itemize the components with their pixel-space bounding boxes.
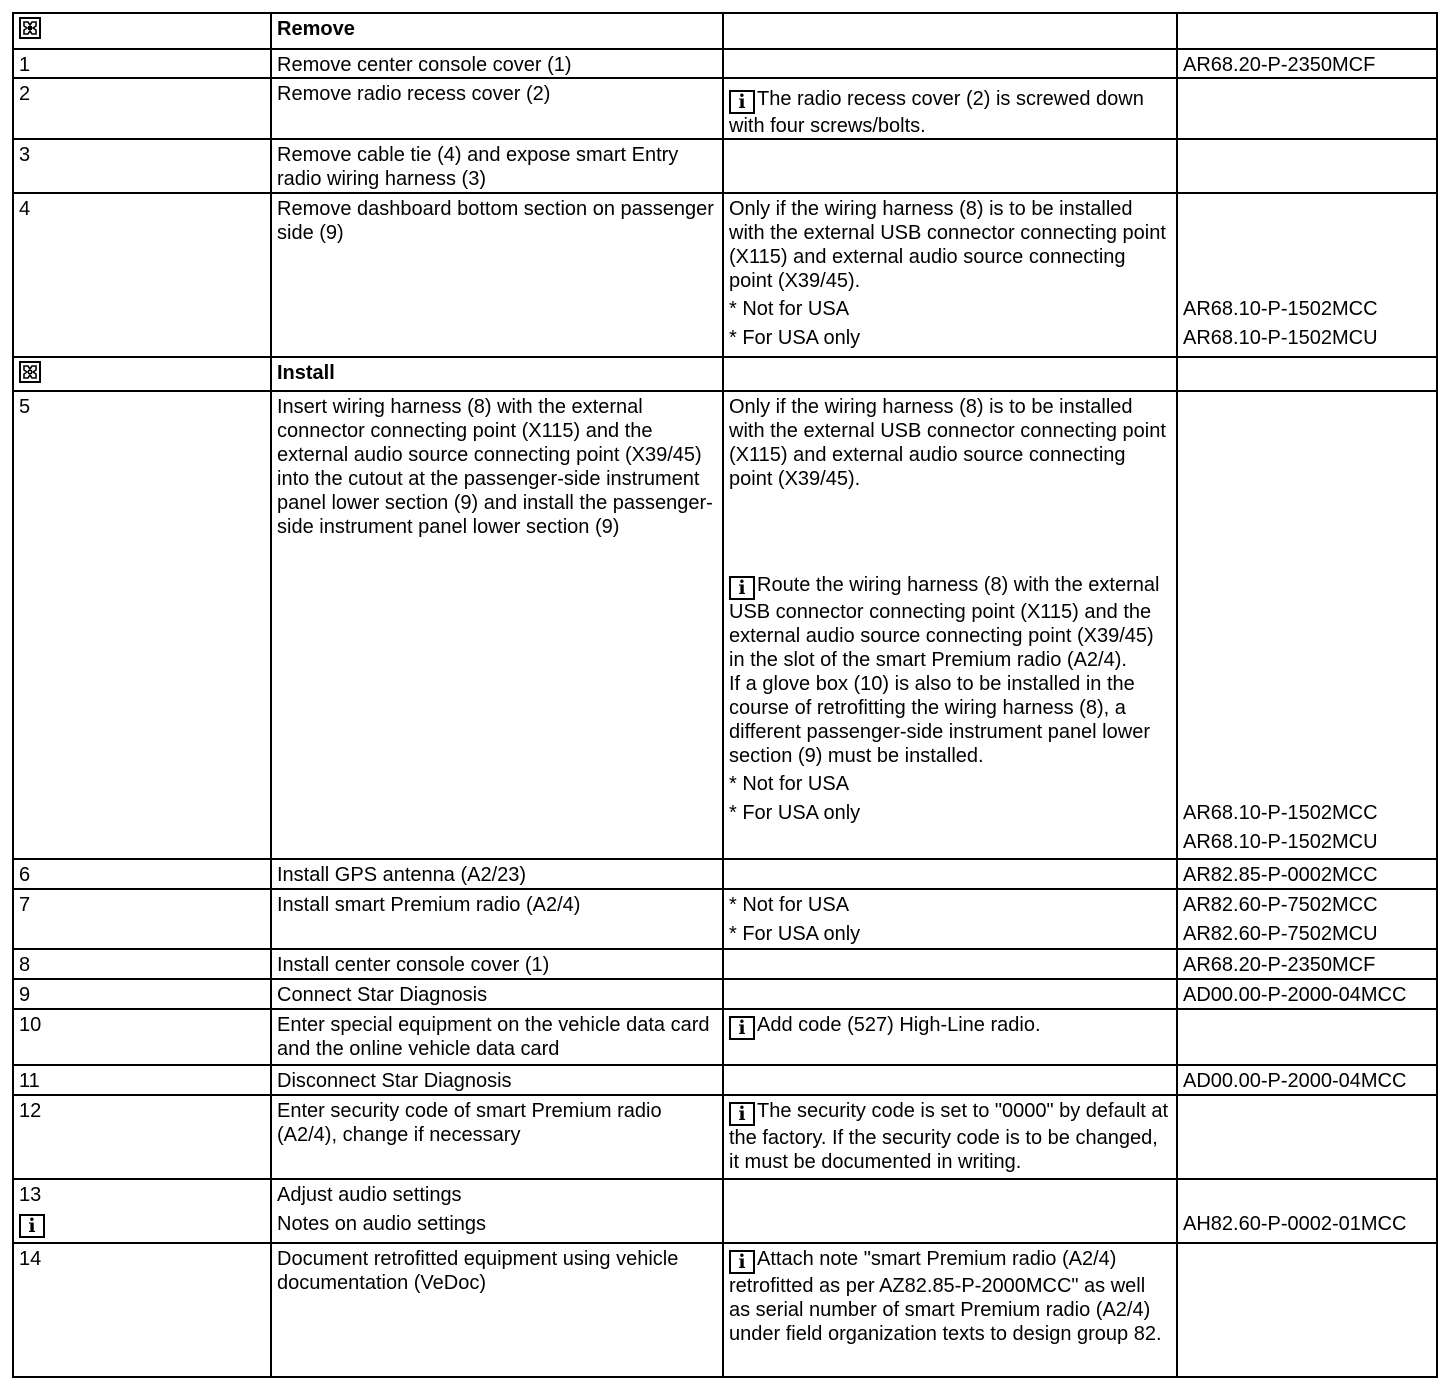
step-note — [723, 889, 1177, 949]
step-number: 3 — [13, 139, 271, 193]
procedure-table — [12, 12, 1438, 1378]
reference-code: AR82.60-P-7502MCC — [1183, 894, 1378, 916]
step-action: Document retrofitted equipment using vehicle documentation (VeDoc) — [271, 1243, 723, 1377]
step-number: 4 — [13, 193, 271, 357]
section-title-remove: Remove — [271, 13, 723, 49]
table-row — [13, 1243, 1437, 1377]
table-row — [13, 979, 1437, 1009]
info-icon — [729, 576, 755, 600]
step-number: 8 — [13, 949, 271, 979]
install-tool-icon — [19, 361, 41, 383]
step-note: i The radio recess cover (2) is screwed down with four screws/bolts. — [723, 78, 1177, 139]
reference-code: AR68.10-P-1502MCU — [1183, 327, 1378, 349]
step-number: 13 — [19, 1184, 42, 1206]
step-note: iThe security code is set to "0000" by default at the factory. If the security code is to be changed, it must be documented in writing. — [723, 1095, 1177, 1179]
step-number: 2 — [13, 78, 271, 139]
option-usa-only: * For USA only — [729, 923, 861, 945]
step-number: 5 — [13, 391, 271, 859]
step-number: 1 — [13, 49, 271, 78]
table-row — [13, 1179, 1437, 1243]
step-number: 7 — [13, 889, 271, 949]
step-number: 6 — [13, 859, 271, 889]
reference-code: AR68.10-P-1502MCC — [1183, 802, 1378, 824]
info-icon — [729, 1016, 755, 1040]
table-row — [13, 391, 1437, 859]
step-number-cell — [13, 1179, 271, 1243]
step-action: Insert wiring harness (8) with the external connector connecting point (X115) and the external audio source connecting point (X39/45) into the cutout at the passenger-side instrument panel lower section (9) and install the passenger-side instrument panel lower section (9) — [271, 391, 723, 859]
reference-code: AR68.10-P-1502MCU — [1183, 831, 1378, 853]
reference-code: AR82.60-P-7502MCU — [1183, 923, 1378, 945]
step-action: Remove cable tie (4) and expose smart Entry radio wiring harness (3) — [271, 139, 723, 193]
info-icon — [19, 1214, 45, 1238]
section-row-install — [13, 357, 1437, 391]
reference-code: AR68.20-P-2350MCF — [1177, 949, 1437, 979]
table-row — [13, 859, 1437, 889]
section-title-install: Install — [271, 357, 723, 391]
reference-code: AH82.60-P-0002-01MCC — [1183, 1213, 1407, 1235]
step-number: 11 — [13, 1065, 271, 1095]
table-row — [13, 1065, 1437, 1095]
info-icon — [729, 1102, 755, 1126]
step-action: Remove center console cover (1) — [271, 49, 723, 78]
info-icon — [729, 1250, 755, 1274]
table-row — [13, 889, 1437, 949]
reference-code: AR68.10-P-1502MCC — [1183, 298, 1378, 320]
step-number: 10 — [13, 1009, 271, 1065]
option-not-usa: * Not for USA — [729, 894, 850, 916]
step-note: iAttach note "smart Premium radio (A2/4) retrofitted as per AZ82.85-P-2000MCC" as well as serial number of smart Premium radio (A2/4) under field organization texts to design group 82. — [723, 1243, 1177, 1377]
table-row — [13, 1095, 1437, 1179]
table-row — [13, 949, 1437, 979]
option-usa-only: * For USA only — [729, 802, 861, 824]
reference-code: AR68.20-P-2350MCF — [1177, 49, 1437, 78]
step-action: Enter special equipment on the vehicle data card and the online vehicle data card — [271, 1009, 723, 1065]
step-action-note: Notes on audio settings — [277, 1213, 487, 1235]
step-action: Enter security code of smart Premium radio (A2/4), change if necessary — [271, 1095, 723, 1179]
option-not-usa: * Not for USA — [729, 298, 850, 320]
step-action: Install center console cover (1) — [271, 949, 723, 979]
step-action: Disconnect Star Diagnosis — [271, 1065, 723, 1095]
step-number: 12 — [13, 1095, 271, 1179]
step-action: Remove dashboard bottom section on passenger side (9) — [271, 193, 723, 357]
table-row — [13, 193, 1437, 357]
step-action: Install GPS antenna (A2/23) — [271, 859, 723, 889]
reference-code: AD00.00-P-2000-04MCC — [1177, 1065, 1437, 1095]
install-icon-cell — [13, 357, 271, 391]
step-number: 14 — [13, 1243, 271, 1377]
step-note: iAdd code (527) High-Line radio. — [723, 1009, 1177, 1065]
table-row — [13, 49, 1437, 78]
step-note: Only if the wiring harness (8) is to be installed with the external USB connector connecting point (X115) and external audio source connecting point (X39/45). iRoute the wiring harness (8) with the external USB connector connecting point (X115) and the external audio source connecting point (X39/45) in the slot of the smart Premium radio (A2/4). If a glove box (10) is also to be installed in the course of retrofitting the wiring harness (8), a different passenger-side instrument panel lower section (9) must be installed. * Not for USA * For USA only — [723, 391, 1177, 859]
reference-code: AR82.85-P-0002MCC — [1177, 859, 1437, 889]
remove-tool-icon — [19, 17, 41, 39]
table-row — [13, 1009, 1437, 1065]
step-action: Connect Star Diagnosis — [271, 979, 723, 1009]
step-action: Install smart Premium radio (A2/4) — [271, 889, 723, 949]
step-number: 9 — [13, 979, 271, 1009]
info-icon — [729, 90, 755, 114]
table-row — [13, 78, 1437, 139]
step-note: Only if the wiring harness (8) is to be installed with the external USB connector connecting point (X115) and external audio source connecting point (X39/45). * Not for USA * For USA only — [723, 193, 1177, 357]
step-action: Remove radio recess cover (2) — [271, 78, 723, 139]
remove-icon-cell — [13, 13, 271, 49]
reference-code: AD00.00-P-2000-04MCC — [1177, 979, 1437, 1009]
step-action: Adjust audio settings — [277, 1184, 462, 1206]
option-not-usa: * Not for USA — [729, 773, 850, 795]
section-row-remove — [13, 13, 1437, 49]
option-usa-only: * For USA only — [729, 327, 861, 349]
table-row — [13, 139, 1437, 193]
